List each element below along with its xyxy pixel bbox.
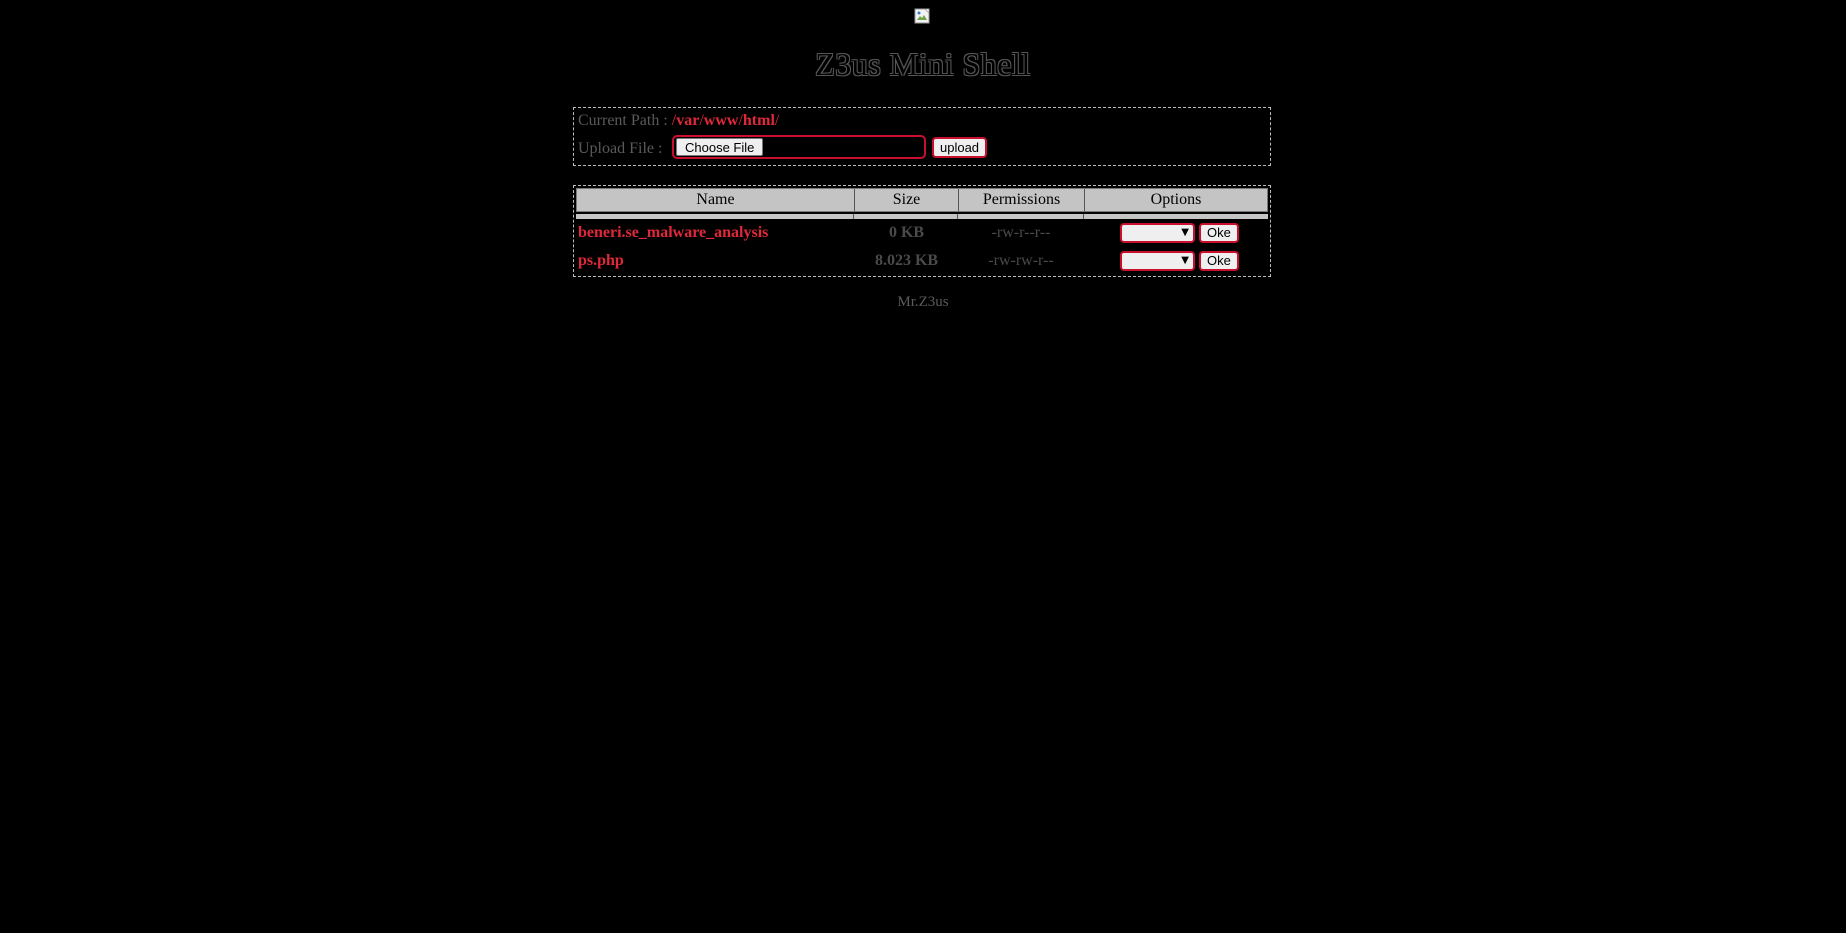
broken-image-icon	[914, 8, 930, 24]
chevron-down-icon: ▼	[1181, 227, 1189, 238]
upload-row	[578, 140, 980, 158]
column-divider	[853, 214, 854, 219]
upload-label: Upload File :	[578, 140, 663, 157]
file-permissions: -rw-rw-r--	[988, 252, 1054, 269]
table-row	[576, 249, 1268, 273]
file-name-link[interactable]: ps.php	[578, 252, 624, 269]
path-segment-var[interactable]: var	[676, 112, 700, 129]
path-separator: /	[699, 112, 704, 129]
oke-button[interactable]: Oke	[1199, 251, 1239, 271]
page-title: Z3us Mini Shell	[815, 46, 1031, 82]
chevron-down-icon: ▼	[1181, 255, 1189, 266]
file-action-select[interactable]	[1120, 223, 1195, 243]
table-row	[576, 221, 1268, 245]
column-header-name: Name	[696, 191, 735, 208]
current-path	[578, 112, 779, 130]
choose-file-button[interactable]: Choose File	[676, 138, 763, 156]
info-panel	[573, 107, 1271, 166]
file-action-select[interactable]	[1120, 251, 1195, 271]
column-divider	[957, 214, 958, 219]
file-name-link[interactable]: beneri.se_malware_analysis	[578, 224, 769, 241]
oke-button[interactable]: Oke	[1199, 223, 1239, 243]
path-segment-html[interactable]: html	[742, 112, 775, 129]
file-permissions: -rw-r--r--	[991, 224, 1051, 241]
current-path-label: Current Path :	[578, 112, 672, 129]
table-header-spacer	[576, 214, 1268, 219]
column-header-options: Options	[1150, 191, 1202, 208]
path-segment-www[interactable]: www	[703, 112, 739, 129]
file-size: 8.023 KB	[874, 252, 939, 269]
path-root-separator[interactable]: /	[671, 112, 677, 129]
column-header-permissions: Permissions	[982, 191, 1061, 208]
file-table	[573, 185, 1271, 277]
table-header	[576, 188, 1268, 212]
path-separator: /	[738, 112, 743, 129]
column-header-size: Size	[892, 191, 921, 208]
file-input[interactable]	[672, 135, 926, 159]
file-size: 0 KB	[888, 224, 925, 241]
upload-button[interactable]: upload	[932, 137, 987, 158]
footer-signature: Mr.Z3us	[897, 294, 949, 310]
column-divider	[1083, 214, 1084, 219]
path-separator: /	[774, 112, 780, 129]
